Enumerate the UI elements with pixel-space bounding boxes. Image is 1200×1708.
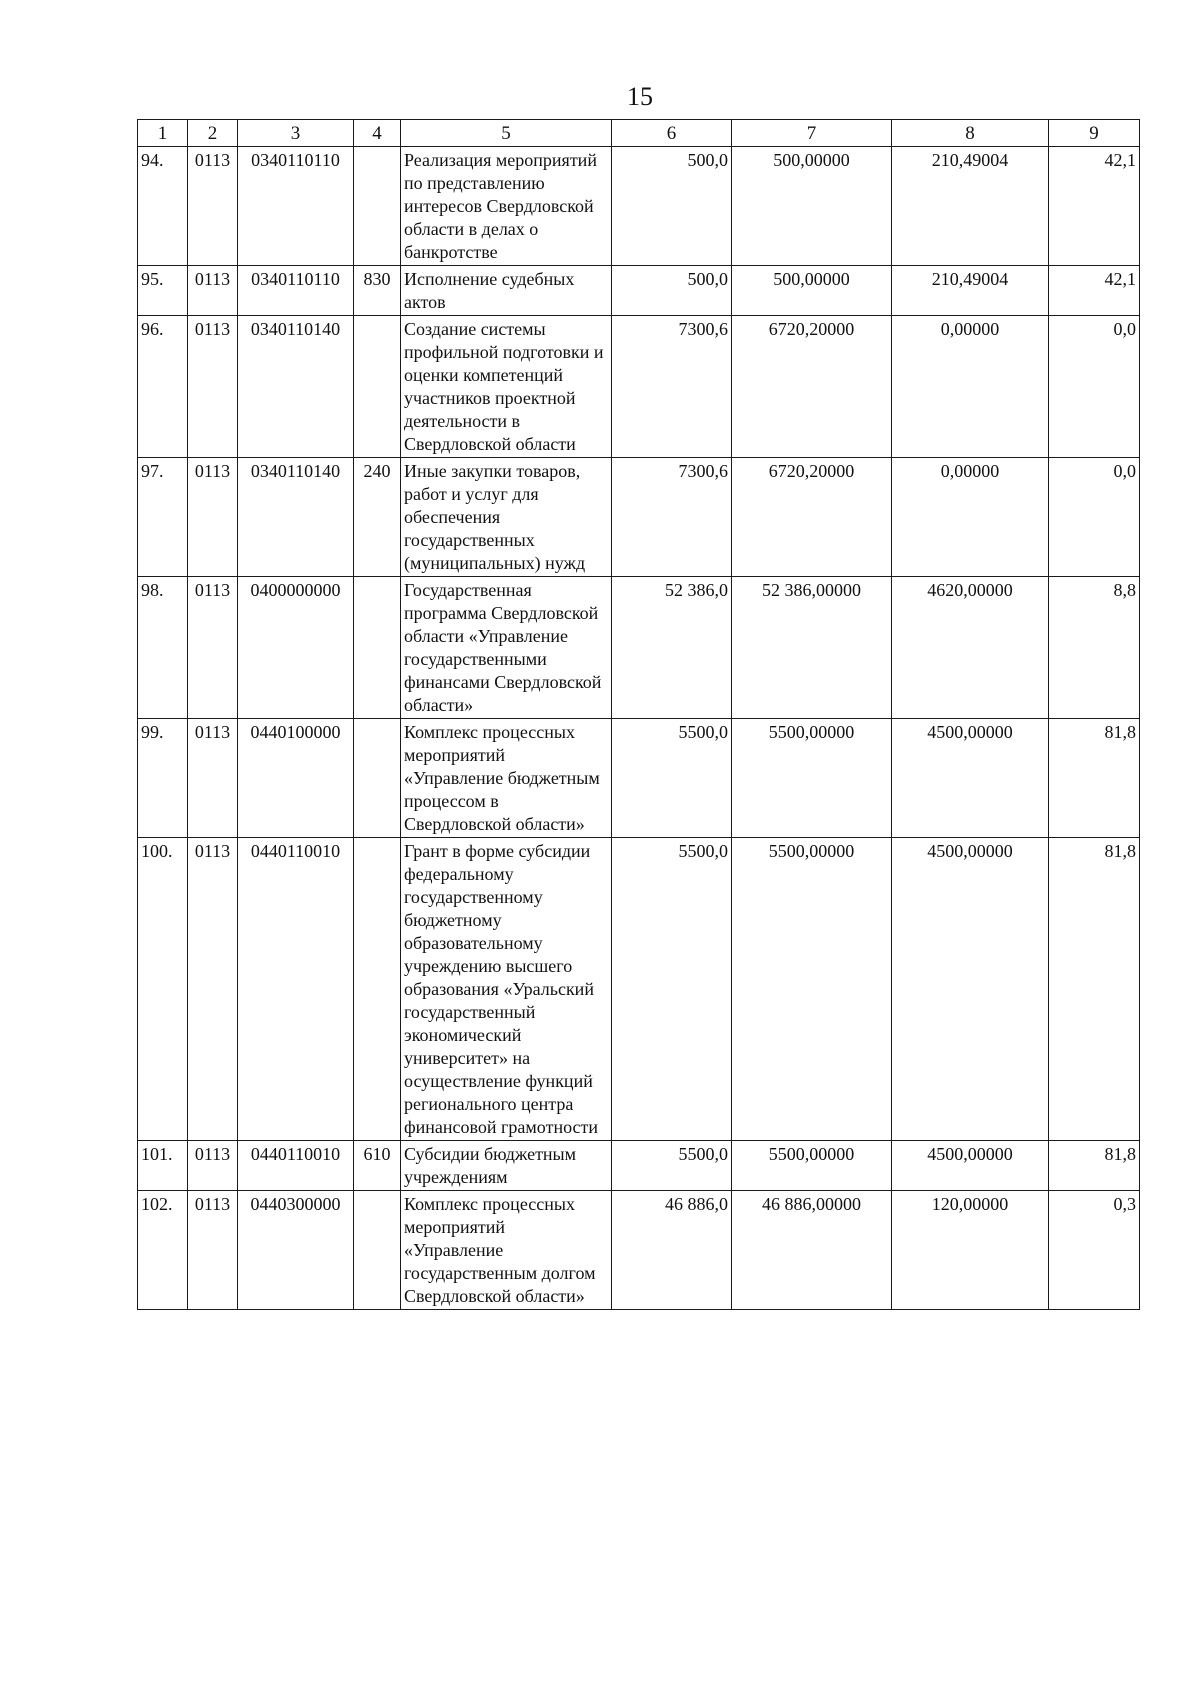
- section-code: 0113: [188, 838, 238, 1141]
- row-number: 98.: [138, 577, 188, 719]
- execution-percent: 0,0: [1049, 316, 1140, 458]
- expense-type-code: [354, 147, 401, 266]
- planned-amount: 7300,6: [612, 458, 732, 577]
- table-row: [138, 1191, 1140, 1310]
- refined-amount: 6720,20000: [732, 316, 892, 458]
- refined-amount: 46 886,00000: [732, 1191, 892, 1310]
- refined-amount: 500,00000: [732, 266, 892, 316]
- budget-execution-table: [137, 119, 1140, 1310]
- expense-type-code: [354, 577, 401, 719]
- target-article-code: 0400000000: [238, 577, 354, 719]
- item-name: Иные закупки товаров, работ и услуг для обеспечения государственных (муниципальных) нужд: [401, 458, 612, 577]
- planned-amount: 500,0: [612, 266, 732, 316]
- refined-amount: 500,00000: [732, 147, 892, 266]
- executed-amount: 4500,00000: [892, 1141, 1049, 1191]
- item-name: Государственная программа Свердловской области «Управление государственными финансами Свердловской области»: [401, 577, 612, 719]
- target-article-code: 0440300000: [238, 1191, 354, 1310]
- header-col-5: 5: [401, 120, 612, 147]
- target-article-code: 0340110110: [238, 266, 354, 316]
- execution-percent: 42,1: [1049, 147, 1140, 266]
- section-code: 0113: [188, 147, 238, 266]
- section-code: 0113: [188, 458, 238, 577]
- page-number: 15: [627, 82, 653, 111]
- table-row: [138, 719, 1140, 838]
- planned-amount: 5500,0: [612, 838, 732, 1141]
- row-number: 95.: [138, 266, 188, 316]
- refined-amount: 52 386,00000: [732, 577, 892, 719]
- executed-amount: 210,49004: [892, 266, 1049, 316]
- section-code: 0113: [188, 316, 238, 458]
- target-article-code: 0340110140: [238, 458, 354, 577]
- refined-amount: 6720,20000: [732, 458, 892, 577]
- header-col-1: 1: [138, 120, 188, 147]
- section-code: 0113: [188, 1141, 238, 1191]
- target-article-code: 0440100000: [238, 719, 354, 838]
- row-number: 102.: [138, 1191, 188, 1310]
- executed-amount: 4500,00000: [892, 838, 1049, 1141]
- header-col-3: 3: [238, 120, 354, 147]
- planned-amount: 7300,6: [612, 316, 732, 458]
- executed-amount: 210,49004: [892, 147, 1049, 266]
- item-name: Исполнение судебных актов: [401, 266, 612, 316]
- execution-percent: 81,8: [1049, 1141, 1140, 1191]
- executed-amount: 4500,00000: [892, 719, 1049, 838]
- table-header: [138, 120, 1140, 147]
- target-article-code: 0440110010: [238, 1141, 354, 1191]
- refined-amount: 5500,00000: [732, 838, 892, 1141]
- header-col-8: 8: [892, 120, 1049, 147]
- item-name: Комплекс процессных мероприятий «Управление бюджетным процессом в Свердловской области»: [401, 719, 612, 838]
- header-col-2: 2: [188, 120, 238, 147]
- section-code: 0113: [188, 719, 238, 838]
- execution-percent: 0,3: [1049, 1191, 1140, 1310]
- section-code: 0113: [188, 1191, 238, 1310]
- planned-amount: 52 386,0: [612, 577, 732, 719]
- row-number: 99.: [138, 719, 188, 838]
- target-article-code: 0340110140: [238, 316, 354, 458]
- section-code: 0113: [188, 266, 238, 316]
- table-row: [138, 1141, 1140, 1191]
- item-name: Создание системы профильной подготовки и оценки компетенций участников проектной деятельности в Свердловской области: [401, 316, 612, 458]
- table-body: [138, 147, 1140, 1310]
- header-col-4: 4: [354, 120, 401, 147]
- item-name: Комплекс процессных мероприятий «Управление государственным долгом Свердловской области»: [401, 1191, 612, 1310]
- header-row: [138, 120, 1140, 147]
- planned-amount: 5500,0: [612, 719, 732, 838]
- expense-type-code: [354, 719, 401, 838]
- refined-amount: 5500,00000: [732, 1141, 892, 1191]
- row-number: 97.: [138, 458, 188, 577]
- target-article-code: 0440110010: [238, 838, 354, 1141]
- execution-percent: 42,1: [1049, 266, 1140, 316]
- section-code: 0113: [188, 577, 238, 719]
- execution-percent: 0,0: [1049, 458, 1140, 577]
- execution-percent: 8,8: [1049, 577, 1140, 719]
- table-row: [138, 458, 1140, 577]
- table-row: [138, 316, 1140, 458]
- expense-type-code: 610: [354, 1141, 401, 1191]
- table-row: [138, 147, 1140, 266]
- expense-type-code: [354, 838, 401, 1141]
- row-number: 96.: [138, 316, 188, 458]
- item-name: Субсидии бюджетным учреждениям: [401, 1141, 612, 1191]
- header-col-9: 9: [1049, 120, 1140, 147]
- expense-type-code: 240: [354, 458, 401, 577]
- planned-amount: 500,0: [612, 147, 732, 266]
- item-name: Реализация мероприятий по представлению интересов Свердловской области в делах о банкротстве: [401, 147, 612, 266]
- expense-type-code: [354, 316, 401, 458]
- row-number: 100.: [138, 838, 188, 1141]
- planned-amount: 5500,0: [612, 1141, 732, 1191]
- table-row: [138, 266, 1140, 316]
- header-col-6: 6: [612, 120, 732, 147]
- table-row: [138, 577, 1140, 719]
- refined-amount: 5500,00000: [732, 719, 892, 838]
- item-name: Грант в форме субсидии федеральному государственному бюджетному образовательному учреждению высшего образования «Уральский государственный экономический университет» на осуществление функций регионального центра финансовой грамотности: [401, 838, 612, 1141]
- table-row: [138, 838, 1140, 1141]
- executed-amount: 4620,00000: [892, 577, 1049, 719]
- header-col-7: 7: [732, 120, 892, 147]
- executed-amount: 0,00000: [892, 458, 1049, 577]
- execution-percent: 81,8: [1049, 719, 1140, 838]
- executed-amount: 120,00000: [892, 1191, 1049, 1310]
- target-article-code: 0340110110: [238, 147, 354, 266]
- row-number: 101.: [138, 1141, 188, 1191]
- expense-type-code: 830: [354, 266, 401, 316]
- execution-percent: 81,8: [1049, 838, 1140, 1141]
- expense-type-code: [354, 1191, 401, 1310]
- row-number: 94.: [138, 147, 188, 266]
- executed-amount: 0,00000: [892, 316, 1049, 458]
- planned-amount: 46 886,0: [612, 1191, 732, 1310]
